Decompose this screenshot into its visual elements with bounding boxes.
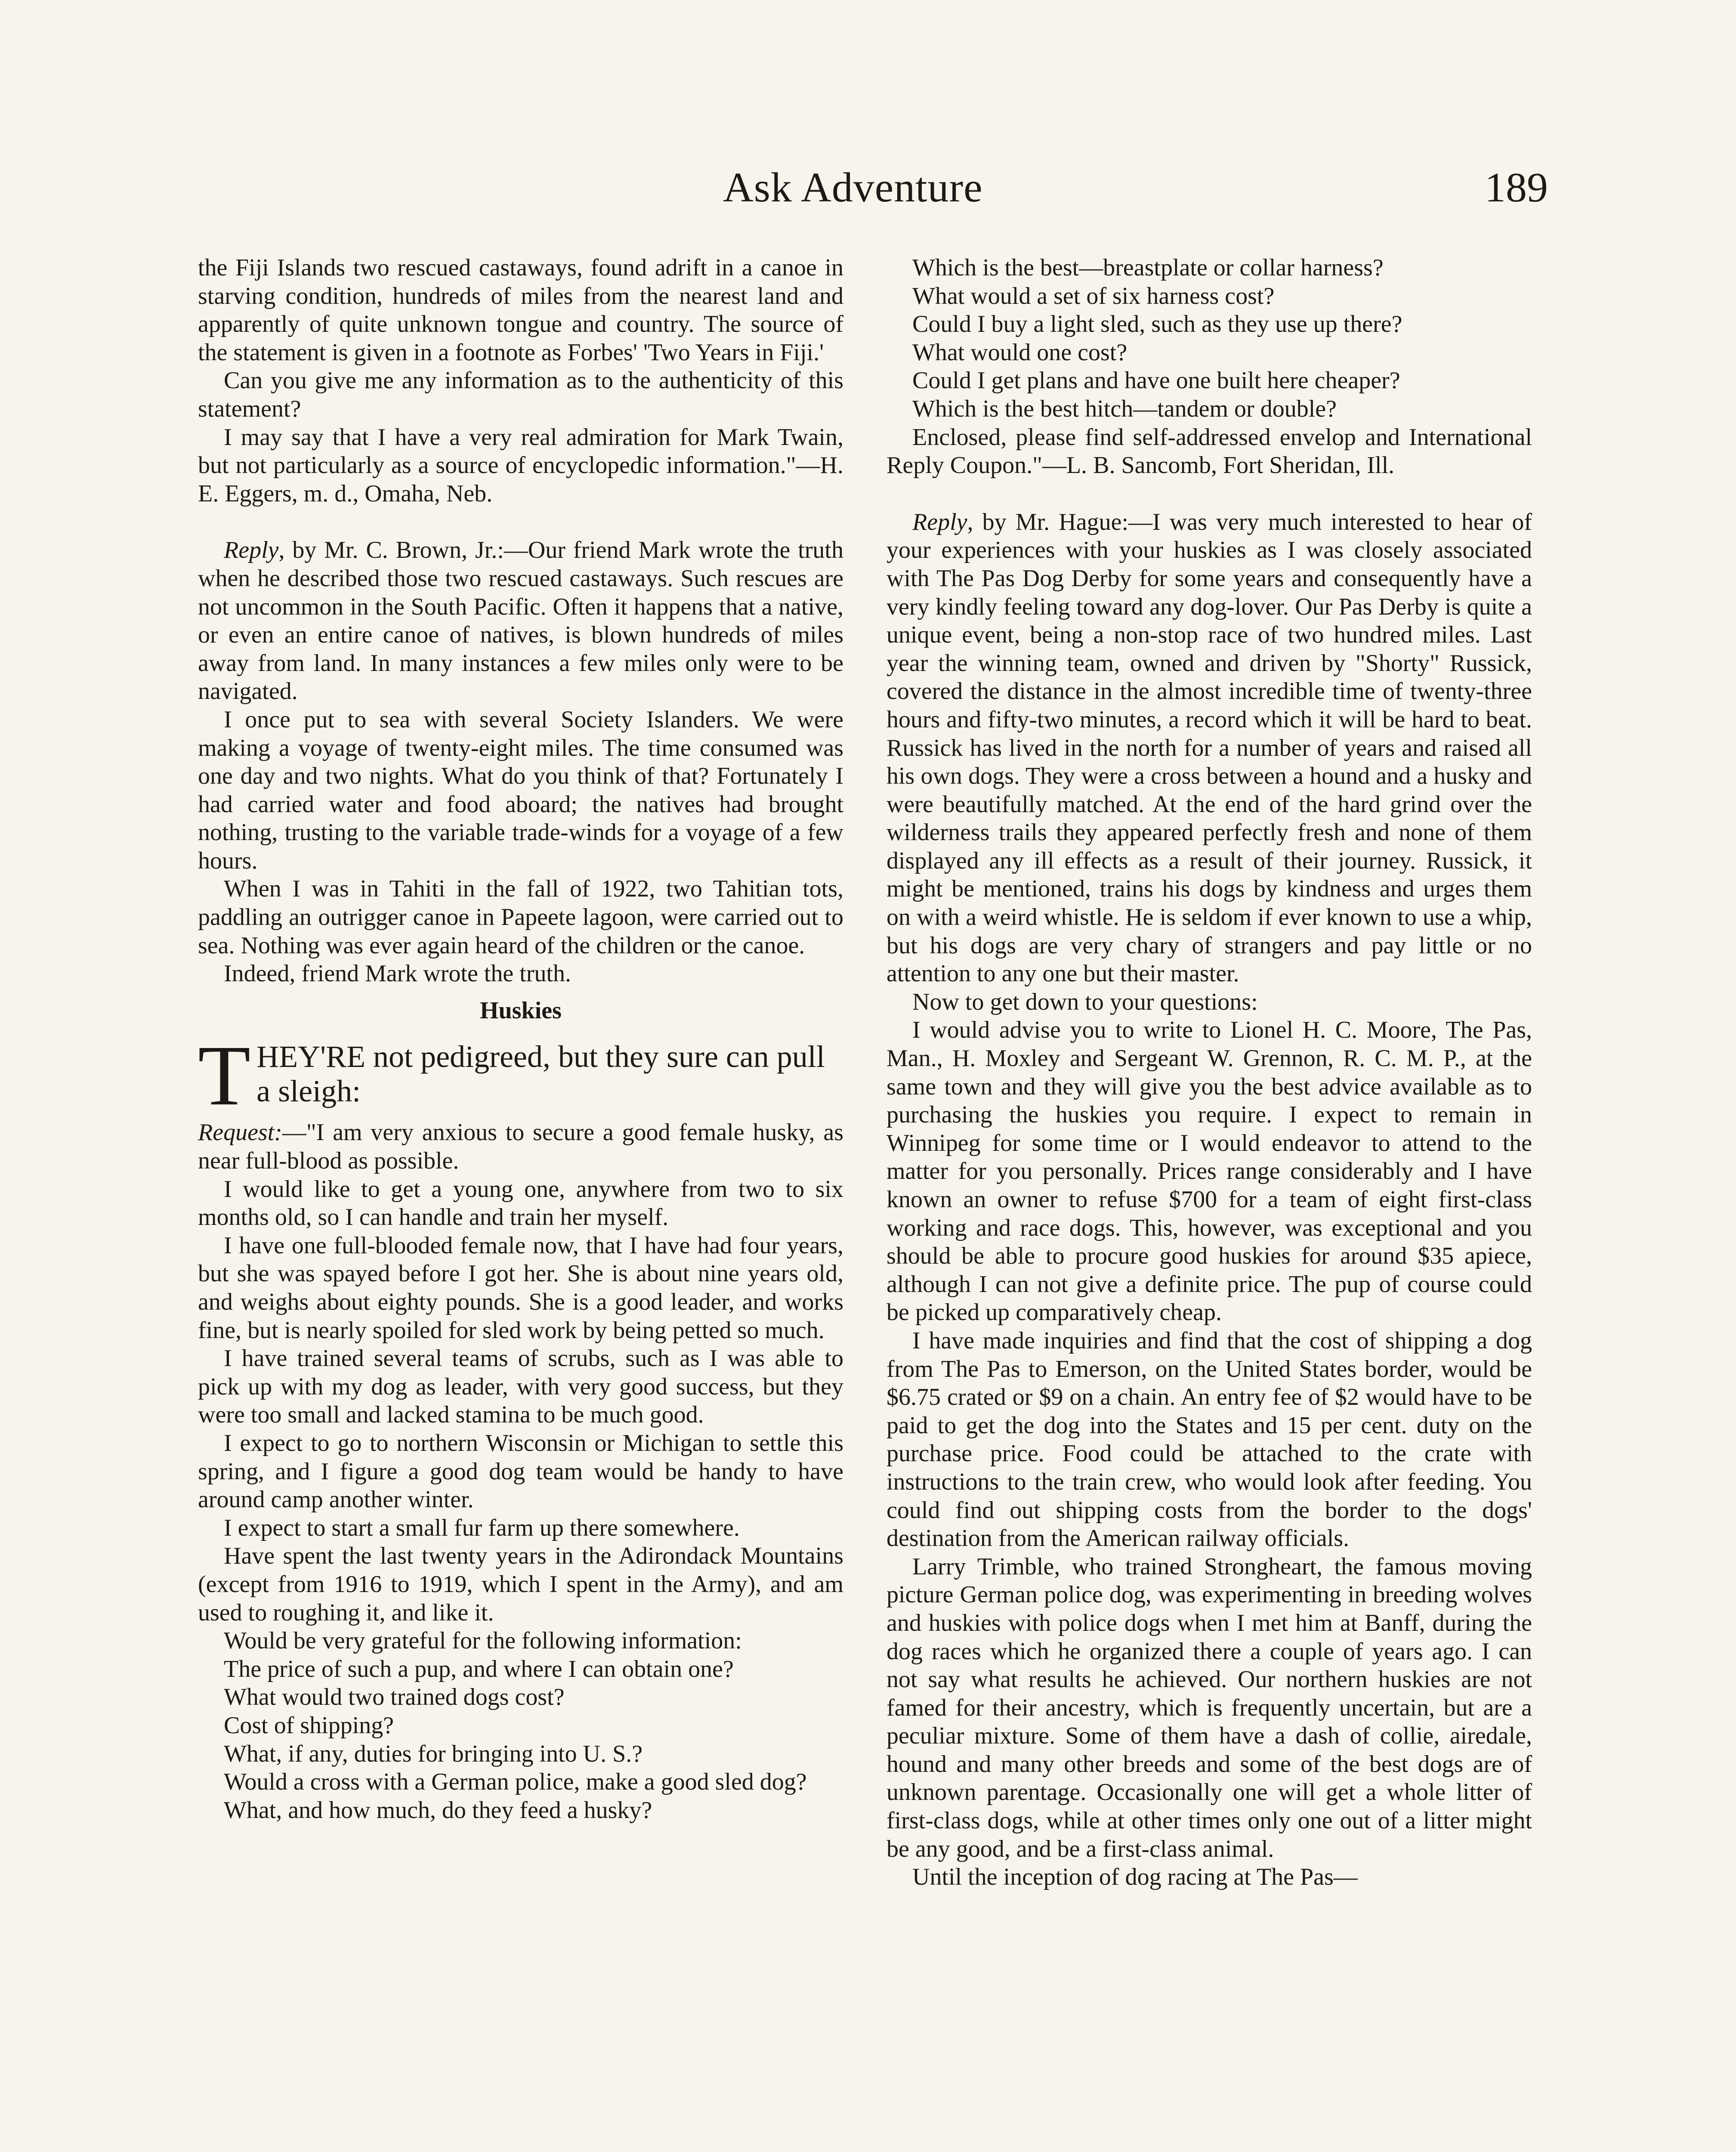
paragraph: Enclosed, please find self-addressed envelop and International Reply Coupon."—L. B. Sancomb, Fort Sheridan, Ill.: [887, 424, 1532, 479]
drop-cap: T: [198, 1028, 251, 1124]
paragraph: I have trained several teams of scrubs, such as I was able to pick up with my dog as leader, with very good success, but they were too small and lacked stamina to be much good.: [198, 1345, 843, 1428]
request-paragraph: [198, 1119, 843, 1175]
paragraph: Larry Trimble, who trained Strongheart, the famous moving picture German police dog, was experimenting in breeding wolves and huskies with police dogs when I met him at Banff, during the dog races which he organized there a couple of years ago. I can not say what results he achieved. Our northern huskies are not famed for their ancestry, which is frequently uncertain, but are a peculiar mixture. Some of them have a dash of collie, airedale, hound and many other breeds and some of the best dogs are of unknown parentage. Occasionally one will get a whole litter of first-class dogs, while at other times only one out of a litter might be any good, and be a first-class animal.: [887, 1553, 1532, 1862]
page-header: [0, 164, 1736, 224]
paragraph: Which is the best hitch—tandem or double?: [912, 395, 1337, 422]
paragraph: Indeed, friend Mark wrote the truth.: [224, 960, 571, 987]
paragraph: Could I get plans and have one built here cheaper?: [912, 367, 1400, 394]
section-intro: [198, 1028, 843, 1124]
running-title: Ask Adventure: [723, 164, 983, 211]
right-column: [887, 254, 1532, 1892]
reply-text: , by Mr. Hague:—I was very much interested to hear of your experiences with your huskies as I was closely associated with The Pas Dog Derby for some years and consequently have a very kindly feeling toward any dog-lover. Our Pas Derby is quite a unique event, being a non-stop race of two hundred miles. Last year the winning team, owned and driven by "Shorty" Russick, covered the distance in the almost incredible time of twenty-three hours and fifty-two minutes, a record which it will be hard to beat. Russick has lived in the north for a number of years and raised all his own dogs. They were a cross between a hound and a husky and were beautifully matched. At the end of the hard grind over the wilderness trails they appeared perfectly fresh and none of them displayed any ill effects as a result of their journey. Russick, it might be mentioned, trains his dogs by kindness and urges them on with a weird whistle. He is seldom if ever known to use a whip, but his dogs are very chary of strangers and pay little or no attention to any one but their master.: [887, 508, 1532, 987]
request-text: —"I am very anxious to secure a good female husky, as near full-blood as possible.: [198, 1119, 843, 1175]
page-number: 189: [1485, 164, 1548, 211]
paragraph: Can you give me any information as to the authenticity of this statement?: [198, 367, 843, 422]
paragraph: I have one full-blooded female now, that I have had four years, but she was spayed before I got her. She is about nine years old, and weighs about eighty pounds. She is a good leader, and works fine, but is nearly spoiled for sled work by being petted so much.: [198, 1232, 843, 1344]
paragraph: the Fiji Islands two rescued castaways, found adrift in a canoe in starving condition, hundreds of miles from the nearest land and apparently of quite unknown tongue and country. The source of the statement is given in a footnote as Forbes' 'Two Years in Fiji.': [198, 254, 843, 366]
paragraph: What would two trained dogs cost?: [224, 1684, 565, 1711]
paragraph: Would a cross with a German police, make a good sled dog?: [224, 1769, 807, 1796]
paragraph: I would like to get a young one, anywhere from two to six months old, so I can handle and train her myself.: [198, 1175, 843, 1231]
paragraph: Would be very grateful for the following information:: [224, 1627, 742, 1654]
section-heading: Huskies: [480, 997, 562, 1024]
paragraph: The price of such a pup, and where I can obtain one?: [224, 1655, 734, 1682]
paragraph: I have made inquiries and find that the cost of shipping a dog from The Pas to Emerson, on the United States border, would be $6.75 crated or $9 on a chain. An entry fee of $2 would have to be paid to get the dog into the States and 15 per cent. duty on the purchase price. Food could be attached to the crate with instructions to the train crew, who would look after feeding. You could find out shipping costs from the border to the dogs' destination from the American railway officials.: [887, 1327, 1532, 1552]
reply-label: Reply: [912, 508, 967, 535]
paragraph: Now to get down to your questions:: [912, 988, 1258, 1015]
reply-paragraph: [198, 536, 843, 706]
paragraph: I expect to go to northern Wisconsin or Michigan to settle this spring, and I figure a good dog team would be handy to have around camp another winter.: [198, 1429, 843, 1513]
intro-text: HEY'RE not pedigreed, but they sure can pull a sleigh:: [256, 1039, 825, 1109]
request-label: Request:: [198, 1119, 282, 1146]
paragraph: What would a set of six harness cost?: [912, 282, 1275, 309]
reply-label: Reply: [224, 537, 279, 564]
paragraph: I once put to sea with several Society Islanders. We were making a voyage of twenty-eight miles. The time consumed was one day and two nights. What do you think of that? Fortunately I had carried water and food aboard; the natives had brought nothing, trusting to the variable trade-winds for a voyage of a few hours.: [198, 706, 843, 874]
left-column: [198, 254, 843, 1824]
paragraph: Which is the best—breastplate or collar harness?: [912, 254, 1384, 281]
paragraph: Cost of shipping?: [224, 1712, 394, 1739]
paragraph: I may say that I have a very real admiration for Mark Twain, but not particularly as a source of encyclopedic information."—H. E. Eggers, m. d., Omaha, Neb.: [198, 424, 843, 507]
paragraph: I expect to start a small fur farm up there somewhere.: [224, 1514, 740, 1541]
paragraph: When I was in Tahiti in the fall of 1922, two Tahitian tots, paddling an outrigger canoe in Papeete lagoon, were carried out to sea. Nothing was ever again heard of the children or the canoe.: [198, 875, 843, 959]
paragraph: What, if any, duties for bringing into U. S.?: [224, 1740, 643, 1767]
paragraph: Have spent the last twenty years in the Adirondack Mountains (except from 1916 to 1919, which I spent in the Army), and am used to roughing it, and like it.: [198, 1543, 843, 1626]
paragraph: What, and how much, do they feed a husky?: [224, 1796, 652, 1824]
paragraph: Until the inception of dog racing at The Pas—: [912, 1864, 1358, 1891]
reply-text: , by Mr. C. Brown, Jr.:—Our friend Mark wrote the truth when he described those two rescued castaways. Such rescues are not uncommon in the South Pacific. Often it happens that a native, or even an entire canoe of natives, is blown hundreds of miles away from land. In many instances a few miles only were to be navigated.: [198, 537, 843, 705]
paragraph: What would one cost?: [912, 339, 1127, 366]
paragraph: Could I buy a light sled, such as they use up there?: [912, 311, 1402, 338]
paragraph: I would advise you to write to Lionel H. C. Moore, The Pas, Man., H. Moxley and Sergeant W. Grennon, R. C. M. P., at the same town and they will give you the best advice available as to purchasing the huskies you require. I expect to remain in Winnipeg for some time or I would endeavor to attend to the matter for you personally. Prices range considerably and I have known an owner to refuse $700 for a team of eight first-class working and race dogs. This, however, was exceptional and you should be able to procure good huskies for around $35 apiece, although I can not give a definite price. The pup of course could be picked up comparatively cheap.: [887, 1017, 1532, 1326]
reply-paragraph: [887, 508, 1532, 988]
